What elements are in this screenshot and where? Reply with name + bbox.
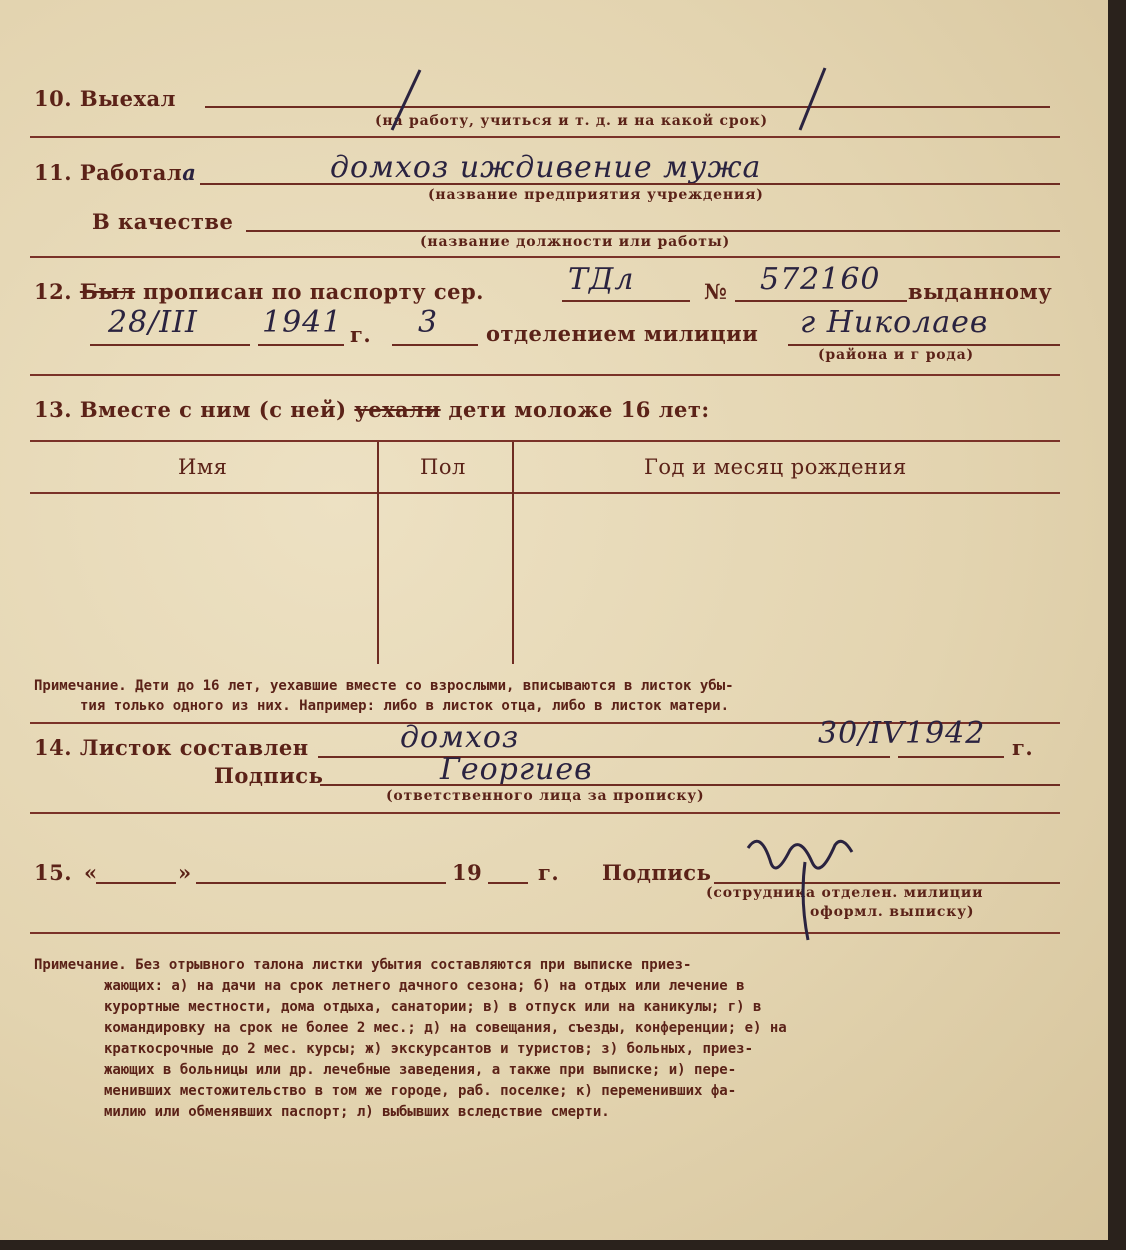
handwritten-passport-series: ТДл bbox=[568, 262, 635, 297]
ink-slash-mark bbox=[392, 70, 420, 130]
note-exceptions-line1: Примечание. Без отрывного талона листки убытия составляются при выписке приез- bbox=[34, 957, 692, 973]
caption-position: (название должности или работы) bbox=[420, 234, 730, 250]
officer-signature-scribble bbox=[748, 841, 852, 940]
quote-close: » bbox=[178, 860, 192, 885]
note-exceptions-line6: жающих в больницы или др. лечебные заведения, а также при выписке; и) пере- bbox=[104, 1062, 737, 1078]
field-label-position: В качестве bbox=[92, 209, 234, 234]
note-exceptions-line8: милию или обменявших паспорт; л) выбывших вследствие смерти. bbox=[104, 1104, 610, 1120]
note-children-line2: тия только одного из них. Например: либо в листок отца, либо в листок матери. bbox=[80, 698, 730, 714]
handwritten-city: г Николаев bbox=[800, 305, 989, 340]
number-sign: № bbox=[704, 279, 728, 304]
table-header-name: Имя bbox=[178, 455, 228, 479]
field-label-issued: выданному bbox=[908, 279, 1053, 304]
ink-slash-mark bbox=[800, 68, 825, 130]
field-label-section15: 15. bbox=[34, 860, 73, 885]
caption-city: (района и г рода) bbox=[818, 347, 974, 363]
note-exceptions-line3: курортные местности, дома отдыха, санатории; в) в отпуск или на каникулы; г) в bbox=[104, 999, 762, 1015]
caption-departed: (на работу, учиться и т. д. и на какой срок) bbox=[375, 113, 768, 129]
handwritten-compiled-date: 30/IV bbox=[818, 716, 905, 751]
note-exceptions-line4: командировку на срок не более 2 мес.; д) на совещания, съезды, конференции; е) на bbox=[104, 1020, 787, 1036]
handwritten-issue-year: 1941 bbox=[262, 305, 343, 340]
caption-officer-2: оформл. выписку) bbox=[810, 904, 975, 920]
field-label-compiled: 14. Листок составлен bbox=[34, 735, 309, 760]
quote-open: « bbox=[84, 860, 98, 885]
caption-responsible: (ответственного лица за прописку) bbox=[386, 788, 705, 804]
field-label-worked: 11. Работала bbox=[34, 160, 197, 185]
note-exceptions-line2: жающих: а) на дачи на срок летнего дачного сезона; б) на отдых или лечение в bbox=[104, 978, 745, 994]
caption-officer-1: (сотрудника отделен. милиции bbox=[706, 885, 984, 901]
handwritten-compiled-by: домхоз bbox=[400, 720, 520, 755]
field-label-police-dept: отделением милиции bbox=[486, 321, 759, 346]
note-exceptions-line5: краткосрочные до 2 мес. курсы; ж) экскурсантов и туристов; з) больных, приез- bbox=[104, 1041, 754, 1057]
year-prefix: 19 bbox=[452, 860, 483, 885]
year-suffix: г. bbox=[1012, 735, 1034, 760]
table-header-birth: Год и месяц рождения bbox=[644, 455, 907, 479]
year-suffix: г. bbox=[350, 322, 372, 347]
note-children-line1: Примечание. Дети до 16 лет, уехавшие вместе со взрослыми, вписываются в листок убы- bbox=[34, 678, 734, 694]
photo-border-bottom bbox=[0, 1240, 1126, 1250]
caption-workplace: (название предприятия учреждения) bbox=[428, 187, 764, 203]
handwritten-compiled-year: 1942 bbox=[905, 716, 986, 751]
handwritten-passport-number: 572160 bbox=[760, 262, 881, 297]
handwritten-issue-date: 28/III bbox=[108, 305, 198, 340]
table-header-sex: Пол bbox=[420, 455, 466, 479]
year-suffix: г. bbox=[538, 860, 560, 885]
handwritten-department-number: 3 bbox=[418, 305, 439, 340]
field-label-registered: 12. Был прописан по паспорту сер. bbox=[34, 279, 484, 304]
field-label-signature: Подпись bbox=[214, 763, 324, 788]
field-label-children: 13. Вместе с ним (с ней) уехали дети моложе 16 лет: bbox=[34, 397, 710, 422]
field-label-departed: 10. Выехал bbox=[34, 86, 176, 111]
note-exceptions-line7: менивших местожительство в том же городе, раб. поселке; к) переменивших фа- bbox=[104, 1083, 737, 1099]
handwritten-workplace: домхоз иждивение мужа bbox=[330, 150, 762, 185]
photo-border-right bbox=[1108, 0, 1126, 1250]
handwritten-signature-name: Георгиев bbox=[440, 752, 593, 787]
field-label-officer-signature: Подпись bbox=[602, 860, 712, 885]
